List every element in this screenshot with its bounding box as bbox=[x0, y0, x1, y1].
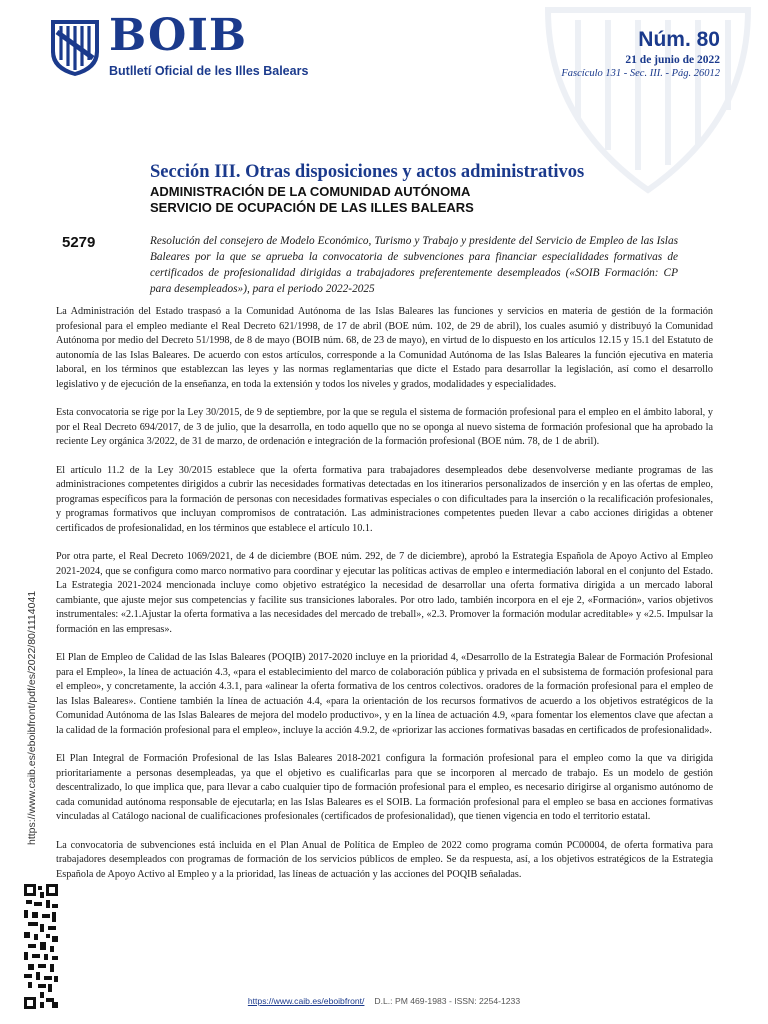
administration-heading bbox=[150, 184, 720, 216]
issue-number: Núm. 80 bbox=[638, 28, 720, 51]
body-paragraph: El artículo 11.2 de la Ley 30/2015 establece que la oferta formativa para trabajadores desempleados debe desenvolverse mediante programas de las administraciones competentes dirigidos a cubrir las necesidades formativas detectadas en los itinerarios personalizados de inserción y en las ofertas de empleo, programas específicos para la formación de personas con necesidades formativas especiales o con dificultades para la inserción o la recalificación profesionales, y programas formativos que incluyan compromisos de contratación. Las administraciones competentes pueden llevar a cabo acciones dirigidas a obtener certificados de profesionalidad, en los términos que establece el artículo 10.1. bbox=[56, 464, 713, 534]
document-summary: Resolución del consejero de Modelo Económico, Turismo y Trabajo y presidente del Servicio de Empleo de las Islas Baleares por la que se aprueba la convocatoria de subvenciones para financiar especialidades formativas de certificados de profesionalidad dirigidas a trabajadores preferentemente desempleados («SOIB Formación: CP para desempleados»), para el periodo 2022-2025 bbox=[150, 235, 678, 295]
body-paragraph: La Administración del Estado traspasó a la Comunidad Autónoma de las Islas Baleares las funciones y servicios en materia de gestión de la formación profesional para el empleo mediante el Real Decreto 621/1998, de 17 de abril (BOE núm. 102, de 29 de abril), los cuales asumió y distribuyó la Comunidad Autónoma por medio del Decreto 51/1998, de 8 de mayo (BOIB núm. 68, de 23 de mayo), en virtud de lo dispuesto en los artículos 12.15 y 15.1 del Estatuto de autonomía de las Islas Baleares. De acuerdo con estos artículos, corresponde a la Comunidad Autónoma de las Islas Baleares la función ejecutiva en materia laboral, en los términos que establezcan las leyes y las normas reglamentarias que dicte el Estado para desarrollar la legislación, así como el desarrollo legislativo y de ejecución de la enseñanza, en toda la extensión y todos los niveles y grados, modalidades y especialidades. bbox=[56, 306, 713, 390]
issue-date: 21 de junio de 2022 bbox=[625, 54, 720, 66]
body-paragraph: Esta convocatoria se rige por la Ley 30/2015, de 9 de septiembre, por la que se regula el sistema de formación profesional para el empleo en el ámbito laboral, y por el Real Decreto 694/2017, de 3 de julio, que la desarrolla, en todo aquello que no se oponga al nuevo sistema de formación profesional que ha aprobado la reciente Ley orgánica 3/2022, de 31 de marzo, de ordenación e integración de la formación profesional (BOE núm. 78, de 1 de abril). bbox=[56, 407, 713, 447]
administration-line: ADMINISTRACIÓN DE LA COMUNIDAD AUTÓNOMA bbox=[150, 184, 471, 199]
document-number: 5279 bbox=[62, 234, 96, 251]
page-footer bbox=[0, 996, 768, 1006]
qr-code-icon[interactable] bbox=[24, 884, 58, 1009]
document-body bbox=[56, 305, 713, 896]
service-line: SERVICIO DE OCUPACIÓN DE LAS ILLES BALEARS bbox=[150, 200, 474, 215]
body-paragraph: Por otra parte, el Real Decreto 1069/2021, de 4 de diciembre (BOE núm. 292, de 7 de diciembre), aprobó la Estrategia Española de Apoyo Activo al Empleo 2021-2024, que se configura como marco normativo para coordinar y ejecutar las políticas activas de empleo e intermediación laboral en el conjunto del Estado. La Estrategia 2021-2024 mencionada incluye como objetivo estratégico la necesidad de desarrollar una oferta formativa dirigida a un mercado laboral cambiante, que ajuste mejor sus competencias y facilite sus transiciones laborales. Por otro lado, también incorpora en el eje 2, «Formación», varios objetivos instrumentales: «2.1.Ajustar la oferta formativa a las necesidades del mercado de treball», «2.3. Promover la formación modular acreditable» y «2.5. Impulsar la formación en las empresas». bbox=[56, 551, 713, 635]
brand-subtitle: Butlletí Oficial de les Illes Balears bbox=[109, 64, 309, 78]
boib-logo-icon bbox=[47, 18, 103, 78]
body-paragraph: La convocatoria de subvenciones está incluida en el Plan Anual de Política de Empleo de 2022 como programa común PC00004, de oferta formativa para trabajadores desempleados con programas de formación de los servicios públicos de empleo. Se da respuesta, así, a los objetivos estratégicos de la Estrategia Española de Apoyo Activo al Empleo y a la prioridad, las líneas de actuación y las acciones del POQIB señaladas. bbox=[56, 839, 713, 880]
body-paragraph: El Plan de Empleo de Calidad de las Islas Baleares (POQIB) 2017-2020 incluye en la prioridad 4, «Desarrollo de la Estrategia Balear de Formación Profesional para el Empleo», la línea de actuación 4.3, «para el establecimiento del marco de colaboración pública y privada en el subsistema de formación profesional para el empleo», y concretamente, la acción 4.3.1, para «alinear la oferta formativa de los centros colectivos. oradores de la formación profesional para el empleo de las Islas Baleares». Contiene también la línea de actuación 4.4, «para la orientación de los recursos formativos de acuerdo a los objetivos estratégicos de la Comunidad Autónoma de las Islas Baleares de mejora del modelo productivo», y en la línea de actuación 4.9, «para fomentar los elementos clave que afectan a la calidad de la formación profesional para el empleo», incluye la acción 4.9.2, de «priorizar las acciones formativas basadas en certificados de profesionalidad». bbox=[56, 652, 713, 736]
brand-title: BOIB bbox=[109, 10, 248, 61]
body-paragraph: El Plan Integral de Formación Profesional de las Islas Baleares 2018-2021 configura la formación profesional para el empleo como la que va dirigida prioritariamente a personas desempleadas, ya que el objetivo es cualificarlas para que se incorporen al mercado de trabajo. Es un modelo de gestión descentralizado, lo que implica que, para llevar a cabo cualquier tipo de formación profesional para el empleo, es necesario dirigirse al organismo autónomo de cada comunidad autónoma responsable de ejecutarla; en las Islas Baleares es el SOIB. La formación profesional para el empleo se basa en acciones formativas vinculadas al Catálogo nacional de cualificaciones profesionales (certificados de profesionalidad), que tienen vigencia en todo el territorio estatal. bbox=[56, 753, 713, 822]
footer-legal: D.L.: PM 469-1983 - ISSN: 2254-1233 bbox=[374, 996, 521, 1006]
section-title: Sección III. Otras disposiciones y actos administrativos bbox=[150, 162, 585, 182]
footer-link[interactable]: https://www.caib.es/eboibfront/ bbox=[247, 996, 365, 1006]
issue-fascicle: Fascículo 131 - Sec. III. - Pág. 26012 bbox=[561, 68, 720, 79]
